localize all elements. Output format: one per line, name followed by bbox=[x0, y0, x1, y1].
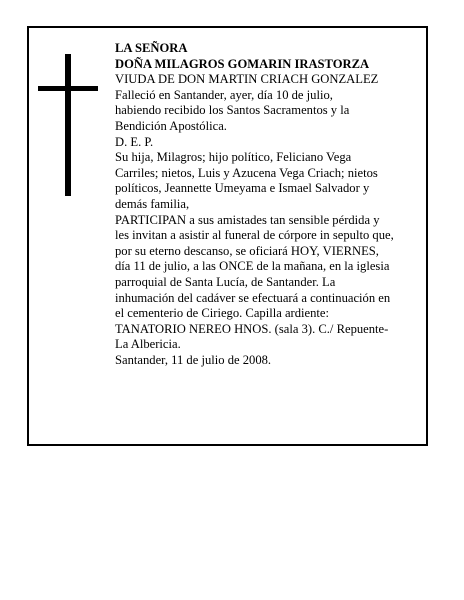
deceased-name: DOÑA MILAGROS GOMARIN IRASTORZA bbox=[115, 56, 370, 71]
notice-line: PARTICIPAN a sus amistades tan sensible pérdida y bbox=[115, 212, 380, 227]
notice-line: Falleció en Santander, ayer, día 10 de julio, bbox=[115, 87, 333, 102]
notice-line: Su hija, Milagros; hijo político, Feliciano Vega bbox=[115, 150, 352, 165]
notice-line: inhumación del cadáver se efectuará a continuación en bbox=[115, 290, 391, 305]
notice-line: parroquial de Santa Lucía, de Santander. La bbox=[115, 274, 336, 289]
obituary-text bbox=[115, 41, 418, 368]
notice-line: D. E. P. bbox=[115, 134, 154, 149]
notice-line: habiendo recibido los Santos Sacramentos y la bbox=[115, 103, 350, 118]
notice-line: VIUDA DE DON MARTIN CRIACH GONZALEZ bbox=[115, 72, 379, 87]
notice-line: La Albericia. bbox=[115, 337, 181, 352]
notice-line: por su eterno descanso, se oficiará HOY, VIERNES, bbox=[115, 243, 379, 258]
notice-line: TANATORIO NEREO HNOS. (sala 3). C./ Repuente- bbox=[115, 321, 389, 336]
cross-horizontal-bar bbox=[38, 86, 98, 91]
notice-line: Bendición Apostólica. bbox=[115, 118, 227, 133]
notice-heading-title: LA SEÑORA bbox=[115, 41, 188, 55]
notice-line: Carriles; nietos, Luis y Azucena Vega Criach; nietos bbox=[115, 165, 378, 180]
notice-line: políticos, Jeannette Umeyama e Ismael Salvador y bbox=[115, 181, 370, 196]
notice-line: día 11 de julio, a las ONCE de la mañana, en la iglesia bbox=[115, 259, 390, 274]
notice-line: el cementerio de Ciriego. Capilla ardiente: bbox=[115, 306, 330, 321]
cross-vertical-bar bbox=[65, 54, 71, 196]
notice-date: Santander, 11 de julio de 2008. bbox=[115, 352, 272, 367]
notice-line: les invitan a asistir al funeral de córpore in sepulto que, bbox=[115, 228, 394, 243]
cross-icon bbox=[38, 54, 98, 196]
notice-line: demás familia, bbox=[115, 196, 190, 211]
